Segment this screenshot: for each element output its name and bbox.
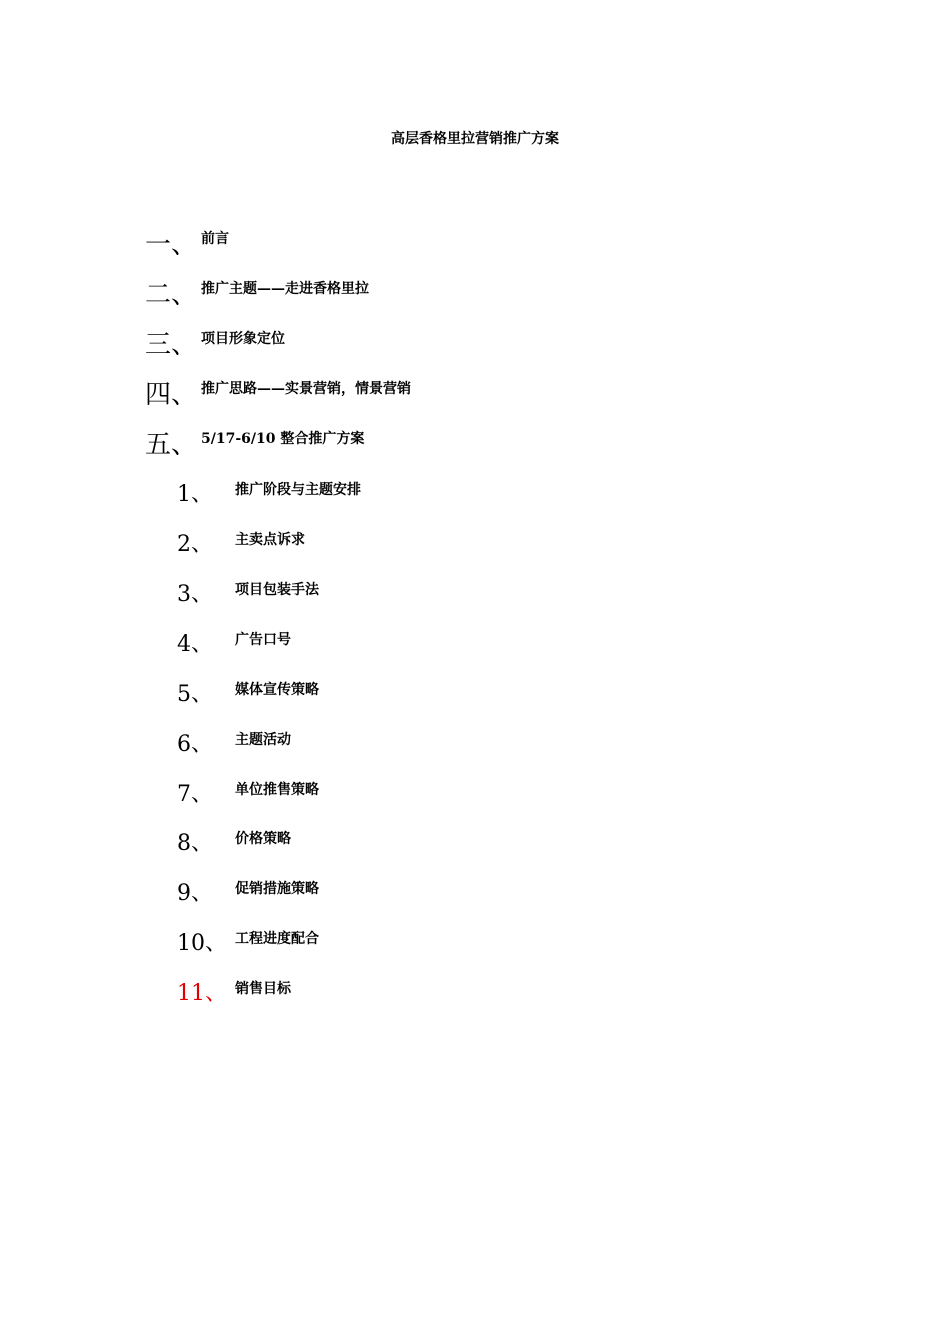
section-number: 一、 [145, 230, 198, 260]
subsection-number: 10、 [177, 931, 227, 956]
section-number: 三、 [145, 330, 198, 360]
subsection-number: 9、 [177, 881, 213, 906]
subsection-number: 4、 [177, 632, 213, 657]
subsection-label: 广告口号 [235, 632, 291, 648]
subsection-number: 6、 [177, 732, 213, 757]
subsection-label: 媒体宣传策略 [235, 682, 319, 698]
section-label: 5/17-6/10 整合推广方案 [201, 431, 365, 447]
section-number: 四、 [145, 380, 198, 410]
subsection-label: 销售目标 [235, 981, 291, 997]
section-label: 前言 [201, 231, 229, 247]
subsection-number-highlighted: 11、 [177, 981, 227, 1006]
subsection-number: 3、 [177, 582, 213, 607]
subsection-label: 工程进度配合 [235, 931, 319, 947]
subsection-label: 主卖点诉求 [235, 532, 305, 548]
section-number: 五、 [145, 430, 198, 460]
subsection-label: 主题活动 [235, 732, 291, 748]
section-number: 二、 [145, 280, 198, 310]
subsection-label: 项目包装手法 [235, 582, 319, 598]
section-label: 推广主题——走进香格里拉 [201, 281, 369, 297]
document-title: 高层香格里拉营销推广方案 [391, 131, 559, 147]
subsection-number: 7、 [177, 782, 213, 807]
section-label: 推广思路——实景营销，情景营销 [201, 381, 411, 397]
subsection-label: 推广阶段与主题安排 [235, 482, 361, 498]
subsection-number: 2、 [177, 532, 213, 557]
subsection-number: 1、 [177, 482, 213, 507]
subsection-number: 5、 [177, 682, 213, 707]
subsection-label: 促销措施策略 [235, 881, 319, 897]
subsection-number: 8、 [177, 831, 213, 856]
subsection-label: 价格策略 [235, 831, 291, 847]
subsection-label: 单位推售策略 [235, 782, 319, 798]
section-label: 项目形象定位 [201, 331, 285, 347]
